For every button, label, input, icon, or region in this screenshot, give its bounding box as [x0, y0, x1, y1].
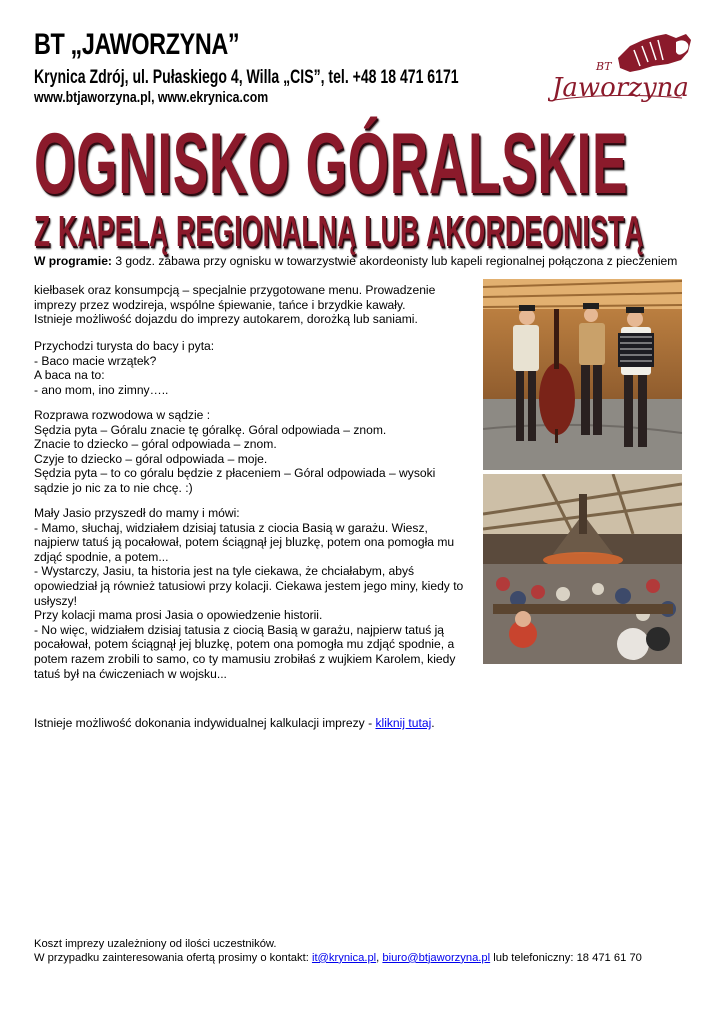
footer-contact-line	[34, 952, 694, 966]
company-websites: www.btjaworzyna.pl, www.ekrynica.com	[34, 89, 269, 106]
joke-line: - No więc, widziałem dzisiaj tatusia z ciocią Basią w garażu, najpierw tatuś ją	[34, 622, 445, 637]
program-line: Istnieje możliwość dojazdu do imprezy autokarem, dorożką lub saniami.	[34, 312, 418, 327]
joke-line: usłyszy!	[34, 593, 78, 608]
calculation-text: Istnieje możliwość dokonania indywidualnej kalkulacji imprezy -	[34, 716, 376, 730]
company-name: BT „JAWORZYNA”	[34, 28, 240, 61]
joke-line: najpierw tatuś ją pocałował, potem ściągnął jej bluzkę, potem ona pomogła mu	[34, 535, 455, 550]
page-subtitle: Z KAPELĄ REGIONALNĄ LUB AKORDEONISTĄ	[34, 207, 644, 256]
joke-line: Przychodzi turysta do bacy i pyta:	[34, 339, 215, 353]
joke-line: Sędzia pyta – to co góralu będzie z płaceniem – Góral odpowiada – wysoki	[34, 466, 436, 481]
joke-baca	[34, 339, 474, 397]
bonfire-photo	[483, 474, 682, 664]
calculation-note	[34, 716, 634, 731]
calculation-link[interactable]: kliknij tutaj	[375, 716, 432, 730]
joke-line: Czyje to dziecko – góral odpowiada – moje.	[34, 451, 268, 466]
joke-line: - Mamo, słuchaj, widziałem dzisiaj tatusia z ciocia Basią w garażu. Wiesz,	[34, 520, 428, 535]
joke-line: Mały Jasio przyszedł do mamy i mówi:	[34, 506, 240, 520]
joke-line: Znacie to dziecko – góral odpowiada – znom.	[34, 437, 277, 452]
program-line: kiełbasek oraz konsumpcją – specjalnie przygotowane menu. Prowadzenie	[34, 283, 436, 297]
page-title: OGNISKO GÓRALSKIE	[34, 116, 629, 212]
joke-line: Rozprawa rozwodowa w sądzie :	[34, 408, 211, 422]
joke-jasio	[34, 506, 479, 681]
program-intro	[34, 254, 694, 269]
joke-line: zdjąć spodnie, a potem...	[34, 549, 169, 564]
band-photo	[483, 279, 682, 470]
program-label: W programie:	[34, 254, 112, 268]
joke-line: tatuś był na ćwiczeniach w wojsku...	[34, 666, 227, 681]
email-link-it[interactable]: it@krynica.pl	[311, 951, 377, 964]
joke-line: Sędzia pyta – Góralu znacie tę góralkę. Góral odpowiada – znom.	[34, 422, 387, 437]
footer-cost-note: Koszt imprezy uzależniony od ilości uczestników.	[34, 938, 277, 950]
joke-rozprawa	[34, 408, 474, 496]
joke-line: sądzie jo nic za to nie chcę. :)	[34, 480, 193, 495]
program-line: imprezy przez wodzireja, wspólne śpiewanie, tańce i brzydkie kawały.	[34, 297, 406, 312]
footer	[34, 938, 694, 966]
joke-line: - Wystarczy, Jasiu, ta historia jest na tyle ciekawa, że chciałabym, abyś	[34, 564, 415, 579]
joke-line: Przy kolacji mama prosi Jasia o opowiedzenie historii.	[34, 608, 323, 623]
joke-line: - Baco macie wrzątek?	[34, 353, 157, 368]
logo-name-text: Jaworzyna	[552, 73, 689, 103]
email-separator: ,	[376, 951, 383, 964]
joke-line: - ano mom, ino zimny…..	[34, 382, 169, 397]
jaworzyna-logo	[548, 28, 693, 106]
company-address: Krynica Zdrój, ul. Pułaskiego 4, Willa „CIS”, tel. +48 18 471 6171	[34, 67, 459, 88]
joke-line: pocałował, potem ściągnął jej bluzkę, potem ona pomogła mu zdjąć spodnie, a	[34, 637, 455, 652]
joke-line: opowiedział ją również tatusiowi przy kolacji. Ciekawa jestem jego miny, kiedy to	[34, 578, 464, 593]
logo-bt-text: BT	[596, 60, 612, 73]
joke-line: A baca na to:	[34, 368, 105, 383]
footer-contact-text: W przypadku zainteresowania ofertą prosimy o kontakt:	[34, 951, 312, 964]
joke-line: potem razem zrobili to samo, co ty mamusiu zrobiłaś z wujkiem Karolem, kiedy	[34, 651, 456, 666]
calculation-end: .	[431, 716, 435, 730]
email-link-biuro[interactable]: biuro@btjaworzyna.pl	[382, 951, 491, 964]
program-line-1: 3 godz. zabawa przy ognisku w towarzystwie akordeonisty lub kapeli regionalnej połączona z pieczeniem	[111, 254, 678, 268]
program-intro-rest	[34, 283, 474, 327]
footer-phone-text: lub telefoniczny: 18 471 61 70	[490, 951, 642, 964]
